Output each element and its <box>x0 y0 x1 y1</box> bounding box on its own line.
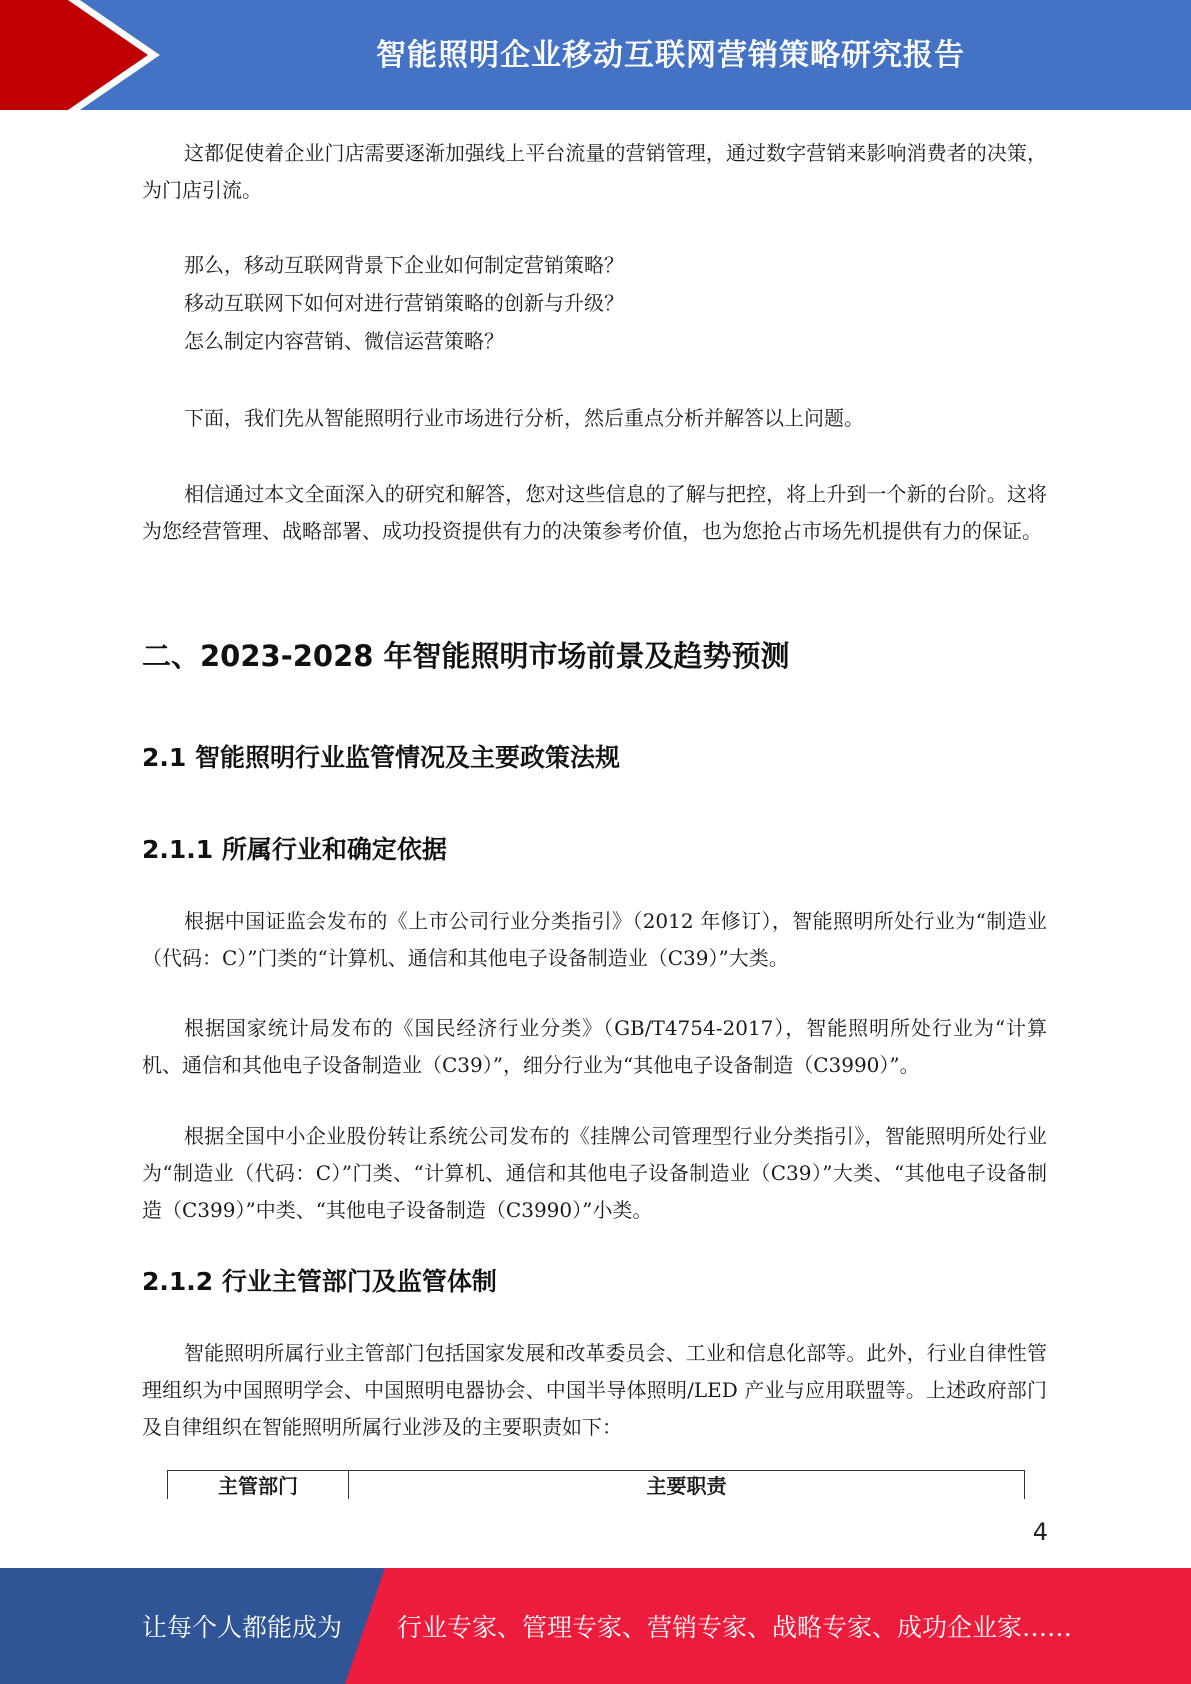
page-header <box>0 0 1191 110</box>
footer-slogan-right: 行业专家、管理专家、营销专家、战略专家、成功企业家…… <box>397 1613 1073 1642</box>
report-title: 智能照明企业移动互联网营销策略研究报告 <box>376 38 965 73</box>
regulator-table <box>167 1470 1025 1499</box>
paragraph-nbs-classification: 根据国家统计局发布的《国民经济行业分类》（GB/T4754-2017），智能照明所处行业为“计算机、通信和其他电子设备制造业（C39）”，细分行业为“其他电子设备制造（C3990）”。 <box>142 1016 1047 1077</box>
page-footer <box>0 1568 1191 1684</box>
footer-slogan-left: 让每个人都能成为 <box>142 1613 343 1642</box>
paragraph-regulators: 智能照明所属行业主管部门包括国家发展和改革委员会、工业和信息化部等。此外，行业自律性管理组织为中国照明学会、中国照明电器协会、中国半导体照明/LED 产业与应用联盟等。上述政府部门及自律组织在智能照明所属行业涉及的主要职责如下： <box>142 1341 1047 1439</box>
question-2: 移动互联网下如何对进行营销策略的创新与升级？ <box>184 291 624 315</box>
section-2-1-1-heading: 2.1.1 所属行业和确定依据 <box>142 835 447 864</box>
section-2-1-2-heading: 2.1.2 行业主管部门及监管体制 <box>142 1267 497 1296</box>
page-number: 4 <box>1032 1518 1048 1546</box>
paragraph-intro: 这都促使着企业门店需要逐渐加强线上平台流量的营销管理，通过数字营销来影响消费者的决策，为门店引流。 <box>142 141 1047 202</box>
paragraph-csrc-classification: 根据中国证监会发布的《上市公司行业分类指引》（2012 年修订），智能照明所处行业为“制造业（代码：C）”门类的“计算机、通信和其他电子设备制造业（C39）”大类。 <box>142 909 1047 970</box>
paragraph-value: 相信通过本文全面深入的研究和解答，您对这些信息的了解与把控，将上升到一个新的台阶。这将为您经营管理、战略部署、成功投资提供有力的决策参考价值，也为您抢占市场先机提供有力的保证。 <box>142 482 1047 543</box>
question-1: 那么，移动互联网背景下企业如何制定营销策略？ <box>184 253 624 277</box>
table-header-responsibilities: 主要职责 <box>646 1474 727 1498</box>
paragraph-neeq-classification: 根据全国中小企业股份转让系统公司发布的《挂牌公司管理型行业分类指引》，智能照明所处行业为“制造业（代码：C）”门类、“计算机、通信和其他电子设备制造业（C39）”大类、“其他电子设备制造（C399）”中类、“其他电子设备制造（C3990）”小类。 <box>142 1124 1047 1222</box>
question-3: 怎么制定内容营销、微信运营策略？ <box>184 329 504 353</box>
section-2-heading: 二、2023-2028 年智能照明市场前景及趋势预测 <box>142 639 790 673</box>
table-header-department: 主管部门 <box>168 1471 349 1499</box>
paragraph-analysis: 下面，我们先从智能照明行业市场进行分析，然后重点分析并解答以上问题。 <box>184 406 864 430</box>
section-2-1-heading: 2.1 智能照明行业监管情况及主要政策法规 <box>142 743 620 772</box>
